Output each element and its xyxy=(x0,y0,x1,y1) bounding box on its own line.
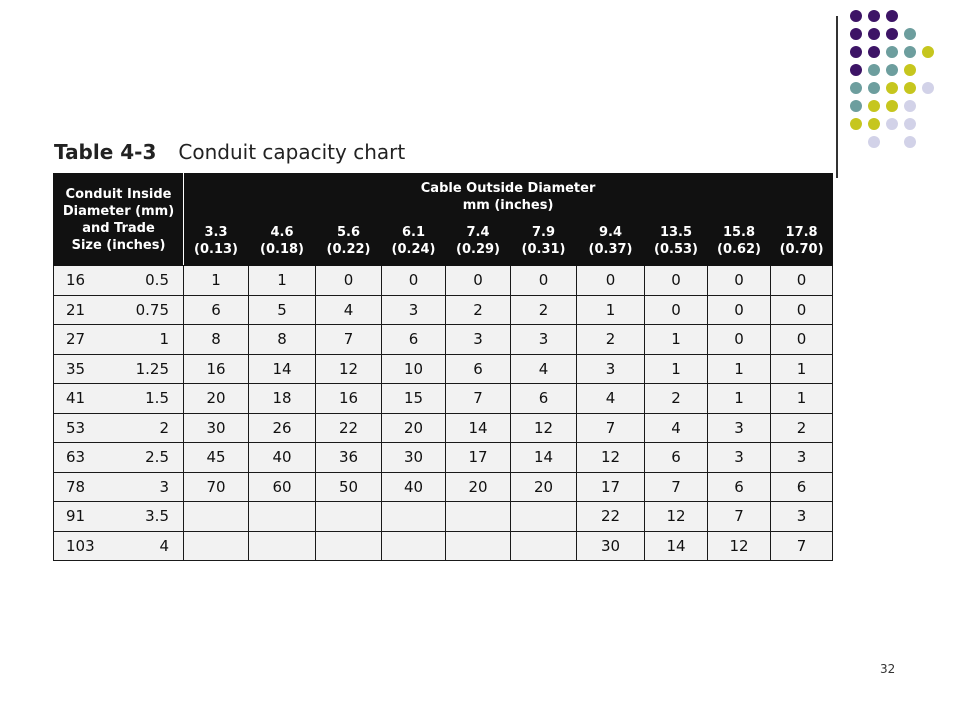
capacity-cell: 60 xyxy=(249,472,316,502)
decorative-dot xyxy=(868,28,880,40)
decorative-dot xyxy=(868,10,880,22)
capacity-cell: 0 xyxy=(771,266,833,296)
capacity-cell: 1 xyxy=(249,266,316,296)
capacity-cell: 0 xyxy=(382,266,446,296)
capacity-cell: 8 xyxy=(249,325,316,355)
trade-size: 2.5 xyxy=(145,448,169,467)
capacity-cell: 1 xyxy=(708,354,771,384)
column-header xyxy=(184,216,249,266)
capacity-cell: 12 xyxy=(645,502,708,532)
capacity-cell: 14 xyxy=(249,354,316,384)
trade-size: 1 xyxy=(159,330,169,349)
capacity-cell: 6 xyxy=(184,295,249,325)
conduit-size-cell xyxy=(54,443,184,473)
capacity-cell: 2 xyxy=(511,295,577,325)
conduit-header-line: Diameter (mm) xyxy=(62,203,175,219)
table-label: Table 4-3 xyxy=(54,140,157,164)
capacity-cell: 0 xyxy=(316,266,382,296)
decorative-dot xyxy=(850,46,862,58)
capacity-cell xyxy=(446,502,511,532)
table-row xyxy=(54,531,833,561)
conduit-mm: 53 xyxy=(66,418,86,437)
capacity-cell xyxy=(316,531,382,561)
capacity-cell: 16 xyxy=(184,354,249,384)
capacity-cell: 3 xyxy=(771,443,833,473)
decorative-dot xyxy=(850,82,862,94)
column-header-inches: (0.22) xyxy=(326,241,371,257)
column-header xyxy=(316,216,382,266)
decorative-dot xyxy=(850,100,862,112)
table-caption: Conduit capacity chart xyxy=(178,140,406,164)
capacity-cell: 36 xyxy=(316,443,382,473)
capacity-cell: 4 xyxy=(511,354,577,384)
capacity-cell: 22 xyxy=(577,502,645,532)
conduit-size-cell xyxy=(54,384,184,414)
decorative-dot xyxy=(886,64,898,76)
decorative-dot xyxy=(904,64,916,76)
table-row xyxy=(54,413,833,443)
trade-size: 2 xyxy=(159,418,169,437)
capacity-cell: 20 xyxy=(511,472,577,502)
column-header xyxy=(446,216,511,266)
capacity-cell: 3 xyxy=(708,443,771,473)
decorative-dot xyxy=(904,46,916,58)
decorative-dot xyxy=(904,100,916,112)
capacity-cell: 1 xyxy=(645,325,708,355)
capacity-cell: 14 xyxy=(645,531,708,561)
capacity-cell: 4 xyxy=(316,295,382,325)
capacity-cell: 0 xyxy=(645,295,708,325)
capacity-cell xyxy=(184,531,249,561)
capacity-cell: 8 xyxy=(184,325,249,355)
capacity-cell: 22 xyxy=(316,413,382,443)
decorative-dot xyxy=(886,100,898,112)
decorative-dot xyxy=(904,118,916,130)
capacity-cell: 2 xyxy=(446,295,511,325)
column-header-mm: 5.6 xyxy=(336,224,361,240)
capacity-cell: 6 xyxy=(382,325,446,355)
decorative-dot xyxy=(922,46,934,58)
capacity-cell xyxy=(511,502,577,532)
capacity-cell: 16 xyxy=(316,384,382,414)
capacity-cell xyxy=(511,531,577,561)
conduit-mm: 41 xyxy=(66,389,86,408)
capacity-cell: 0 xyxy=(771,325,833,355)
column-header xyxy=(577,216,645,266)
capacity-cell: 3 xyxy=(577,354,645,384)
capacity-cell: 7 xyxy=(577,413,645,443)
conduit-size-cell xyxy=(54,502,184,532)
capacity-cell: 6 xyxy=(645,443,708,473)
capacity-cell: 6 xyxy=(511,384,577,414)
conduit-capacity-table xyxy=(53,173,833,561)
conduit-mm: 16 xyxy=(66,271,86,290)
capacity-cell: 4 xyxy=(645,413,708,443)
decorative-dot xyxy=(850,10,862,22)
decorative-dot xyxy=(904,28,916,40)
trade-size: 1.5 xyxy=(145,389,169,408)
decorative-dot xyxy=(868,118,880,130)
capacity-cell: 2 xyxy=(645,384,708,414)
conduit-header-line: and Trade xyxy=(82,220,155,236)
capacity-cell: 1 xyxy=(771,384,833,414)
capacity-cell: 20 xyxy=(382,413,446,443)
capacity-cell: 17 xyxy=(577,472,645,502)
capacity-cell: 1 xyxy=(771,354,833,384)
capacity-cell: 0 xyxy=(708,266,771,296)
column-header-mm: 17.8 xyxy=(785,224,818,240)
table-row xyxy=(54,502,833,532)
decorative-dot xyxy=(868,136,880,148)
conduit-size-cell xyxy=(54,266,184,296)
trade-size: 1.25 xyxy=(135,359,169,378)
capacity-cell: 1 xyxy=(645,354,708,384)
capacity-cell: 7 xyxy=(316,325,382,355)
capacity-cell: 26 xyxy=(249,413,316,443)
decorative-dot xyxy=(886,10,898,22)
capacity-cell: 20 xyxy=(184,384,249,414)
decorative-dot xyxy=(886,82,898,94)
capacity-cell: 3 xyxy=(511,325,577,355)
divider-line xyxy=(836,16,838,178)
capacity-cell: 6 xyxy=(771,472,833,502)
conduit-mm: 27 xyxy=(66,330,86,349)
conduit-header-line: Conduit Inside xyxy=(65,186,172,202)
column-header-inches: (0.62) xyxy=(717,241,761,257)
cable-diameter-header xyxy=(184,174,833,216)
column-header xyxy=(645,216,708,266)
capacity-cell: 6 xyxy=(446,354,511,384)
conduit-header-line: Size (inches) xyxy=(71,237,166,253)
capacity-cell: 10 xyxy=(382,354,446,384)
column-header-mm: 13.5 xyxy=(659,224,693,240)
decorative-dot xyxy=(868,64,880,76)
capacity-cell: 1 xyxy=(577,295,645,325)
capacity-cell: 6 xyxy=(708,472,771,502)
capacity-cell: 40 xyxy=(382,472,446,502)
capacity-cell: 50 xyxy=(316,472,382,502)
trade-size: 0.5 xyxy=(145,271,169,290)
trade-size: 3 xyxy=(159,477,169,496)
column-header-inches: (0.37) xyxy=(588,241,633,257)
column-header-inches: (0.31) xyxy=(521,241,566,257)
column-header-mm: 6.1 xyxy=(401,224,426,240)
table-row xyxy=(54,295,833,325)
capacity-cell: 40 xyxy=(249,443,316,473)
page-number: 32 xyxy=(880,662,896,676)
capacity-cell: 0 xyxy=(771,295,833,325)
capacity-cell: 17 xyxy=(446,443,511,473)
capacity-cell: 12 xyxy=(316,354,382,384)
capacity-cell: 0 xyxy=(511,266,577,296)
capacity-cell: 70 xyxy=(184,472,249,502)
decorative-dot xyxy=(886,28,898,40)
capacity-cell: 4 xyxy=(577,384,645,414)
decorative-dot xyxy=(922,82,934,94)
column-header-mm: 9.4 xyxy=(598,224,623,240)
table-title xyxy=(54,140,405,166)
decorative-dot xyxy=(886,46,898,58)
column-header-mm: 15.8 xyxy=(722,224,756,240)
column-header-inches: (0.53) xyxy=(654,241,698,257)
trade-size: 4 xyxy=(159,536,169,555)
capacity-cell: 15 xyxy=(382,384,446,414)
capacity-cell: 45 xyxy=(184,443,249,473)
capacity-cell: 0 xyxy=(446,266,511,296)
capacity-cell xyxy=(382,531,446,561)
column-header xyxy=(708,216,771,266)
capacity-cell: 1 xyxy=(184,266,249,296)
capacity-cell: 3 xyxy=(446,325,511,355)
column-header-mm: 7.9 xyxy=(531,224,556,240)
capacity-cell: 30 xyxy=(577,531,645,561)
trade-size: 3.5 xyxy=(145,507,169,526)
table-row xyxy=(54,354,833,384)
table-row xyxy=(54,472,833,502)
column-header-mm: 7.4 xyxy=(466,224,490,240)
capacity-cell: 0 xyxy=(577,266,645,296)
conduit-mm: 91 xyxy=(66,507,86,526)
decorative-dot xyxy=(868,100,880,112)
capacity-cell: 7 xyxy=(771,531,833,561)
conduit-size-cell xyxy=(54,354,184,384)
conduit-size-cell xyxy=(54,413,184,443)
capacity-cell xyxy=(316,502,382,532)
decorative-dot xyxy=(850,64,862,76)
conduit-size-cell xyxy=(54,325,184,355)
capacity-cell: 12 xyxy=(511,413,577,443)
conduit-mm: 78 xyxy=(66,477,86,496)
column-header xyxy=(382,216,446,266)
capacity-cell: 3 xyxy=(771,502,833,532)
capacity-cell: 1 xyxy=(708,384,771,414)
column-header xyxy=(771,216,833,266)
capacity-cell: 18 xyxy=(249,384,316,414)
capacity-cell: 7 xyxy=(446,384,511,414)
capacity-cell: 7 xyxy=(708,502,771,532)
capacity-cell: 14 xyxy=(511,443,577,473)
capacity-cell: 30 xyxy=(382,443,446,473)
capacity-cell: 3 xyxy=(708,413,771,443)
decorative-dot xyxy=(886,118,898,130)
capacity-cell: 12 xyxy=(577,443,645,473)
capacity-cell: 12 xyxy=(708,531,771,561)
column-header xyxy=(249,216,316,266)
column-header-mm: 4.6 xyxy=(270,224,294,240)
column-header-inches: (0.13) xyxy=(194,241,238,257)
conduit-size-cell xyxy=(54,295,184,325)
capacity-cell: 0 xyxy=(708,325,771,355)
column-header-inches: (0.18) xyxy=(260,241,304,257)
decorative-dot xyxy=(904,82,916,94)
conduit-mm: 63 xyxy=(66,448,86,467)
decorative-dot xyxy=(850,28,862,40)
capacity-cell xyxy=(249,502,316,532)
column-header xyxy=(511,216,577,266)
column-header-mm: 3.3 xyxy=(204,224,228,240)
capacity-cell: 3 xyxy=(382,295,446,325)
capacity-cell xyxy=(184,502,249,532)
cable-header-line: mm (inches) xyxy=(462,198,554,213)
conduit-size-header xyxy=(54,174,184,266)
capacity-cell xyxy=(249,531,316,561)
table-row xyxy=(54,325,833,355)
conduit-size-cell xyxy=(54,531,184,561)
column-header-inches: (0.24) xyxy=(391,241,436,257)
conduit-mm: 21 xyxy=(66,300,86,319)
trade-size: 0.75 xyxy=(135,300,169,319)
decorative-dot xyxy=(868,46,880,58)
cable-header-line: Cable Outside Diameter xyxy=(420,181,596,196)
decorative-dot xyxy=(850,118,862,130)
capacity-cell: 2 xyxy=(771,413,833,443)
capacity-cell: 30 xyxy=(184,413,249,443)
capacity-cell: 5 xyxy=(249,295,316,325)
capacity-cell: 0 xyxy=(645,266,708,296)
table-row xyxy=(54,266,833,296)
capacity-cell: 7 xyxy=(645,472,708,502)
table-row xyxy=(54,384,833,414)
capacity-cell xyxy=(446,531,511,561)
column-header-inches: (0.70) xyxy=(779,241,824,257)
decorative-dot xyxy=(904,136,916,148)
capacity-cell: 14 xyxy=(446,413,511,443)
decorative-dot-pattern xyxy=(850,10,950,160)
decorative-dot xyxy=(868,82,880,94)
capacity-cell: 0 xyxy=(708,295,771,325)
capacity-cell: 2 xyxy=(577,325,645,355)
conduit-size-cell xyxy=(54,472,184,502)
table-row xyxy=(54,443,833,473)
capacity-cell xyxy=(382,502,446,532)
capacity-cell: 20 xyxy=(446,472,511,502)
conduit-mm: 35 xyxy=(66,359,86,378)
column-header-inches: (0.29) xyxy=(456,241,500,257)
conduit-mm: 103 xyxy=(66,536,95,555)
